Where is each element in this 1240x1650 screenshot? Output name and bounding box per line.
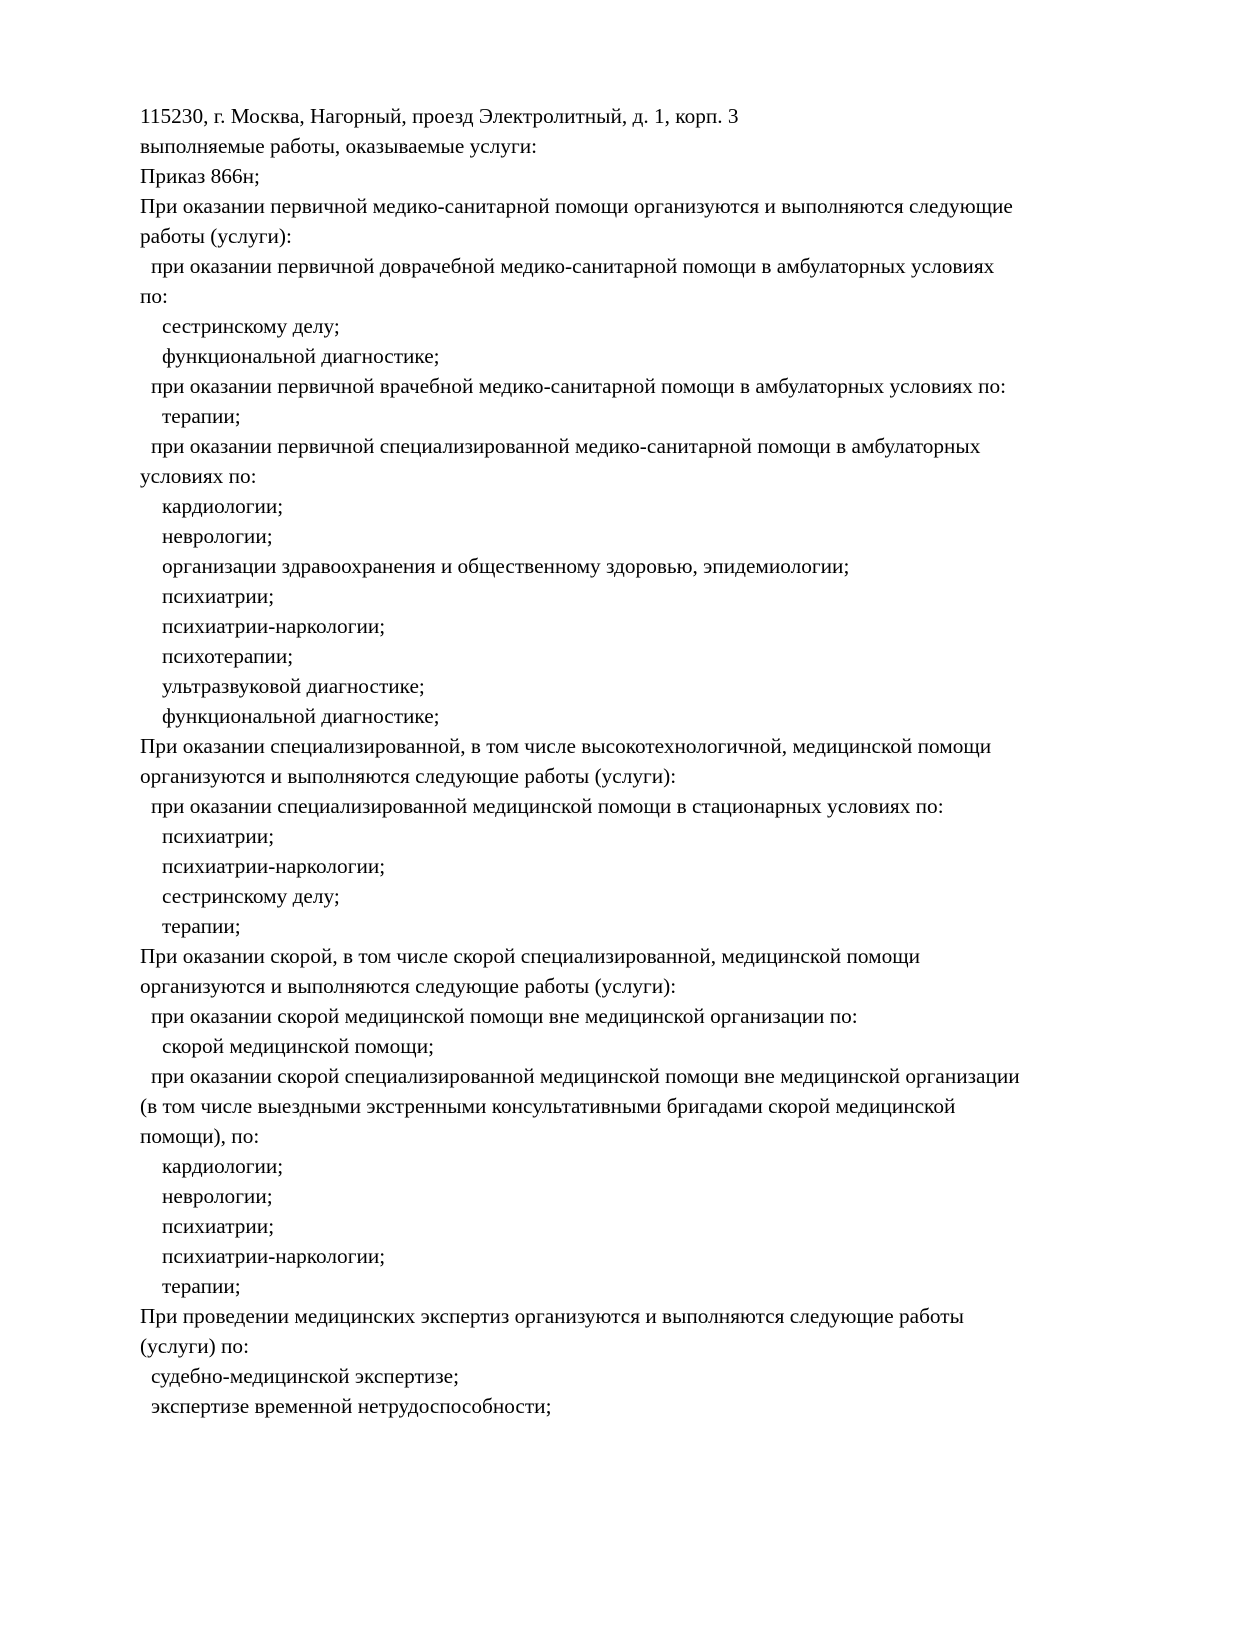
text-line: выполняемые работы, оказываемые услуги: [140,134,538,158]
text-line: кардиологии; [162,494,284,518]
text-line: психиатрии; [162,824,275,848]
document-text [140,101,1200,1421]
text-line: кардиологии; [162,1154,284,1178]
text-line: психиатрии-наркологии; [162,854,386,878]
text-line: по: [140,284,168,308]
text-line: функциональной диагностике; [162,344,440,368]
text-line: судебно-медицинской экспертизе; [151,1364,460,1388]
text-line: (услуги) по: [140,1334,249,1358]
text-line: терапии; [162,1274,241,1298]
text-line: психиатрии; [162,1214,275,1238]
text-line: неврологии; [162,1184,273,1208]
text-line: При проведении медицинских экспертиз организуются и выполняются следующие работы [140,1304,964,1328]
text-line: психотерапии; [162,644,294,668]
text-line: при оказании первичной врачебной медико-санитарной помощи в амбулаторных условиях по: [151,374,1007,398]
text-line: 115230, г. Москва, Нагорный, проезд Электролитный, д. 1, корп. 3 [140,104,739,128]
text-line: ультразвуковой диагностике; [162,674,425,698]
text-line: (в том числе выездными экстренными консультативными бригадами скорой медицинской [140,1094,956,1118]
text-line: скорой медицинской помощи; [162,1034,435,1058]
text-line: условиях по: [140,464,257,488]
text-line: при оказании первичной специализированной медико-санитарной помощи в амбулаторных [151,434,981,458]
text-line: при оказании скорой специализированной медицинской помощи вне медицинской организации [151,1064,1020,1088]
text-line: При оказании специализированной, в том числе высокотехнологичной, медицинской помощи [140,734,992,758]
text-line: неврологии; [162,524,273,548]
text-line: организации здравоохранения и общественному здоровью, эпидемиологии; [162,554,850,578]
text-line: сестринскому делу; [162,314,340,338]
text-line: функциональной диагностике; [162,704,440,728]
text-line: экспертизе временной нетрудоспособности; [151,1394,552,1418]
text-line: психиатрии-наркологии; [162,614,386,638]
text-line: психиатрии-наркологии; [162,1244,386,1268]
text-line: организуются и выполняются следующие работы (услуги): [140,974,677,998]
text-line: психиатрии; [162,584,275,608]
text-line: сестринскому делу; [162,884,340,908]
text-line: Приказ 866н; [140,164,260,188]
text-line: помощи), по: [140,1124,260,1148]
text-line: при оказании скорой медицинской помощи вне медицинской организации по: [151,1004,858,1028]
text-line: при оказании специализированной медицинской помощи в стационарных условиях по: [151,794,944,818]
text-line: При оказании скорой, в том числе скорой специализированной, медицинской помощи [140,944,921,968]
text-line: При оказании первичной медико-санитарной помощи организуются и выполняются следующие [140,194,1013,218]
text-line: организуются и выполняются следующие работы (услуги): [140,764,677,788]
text-line: работы (услуги): [140,224,292,248]
text-line: при оказании первичной доврачебной медико-санитарной помощи в амбулаторных условиях [151,254,995,278]
text-line: терапии; [162,914,241,938]
text-line: терапии; [162,404,241,428]
